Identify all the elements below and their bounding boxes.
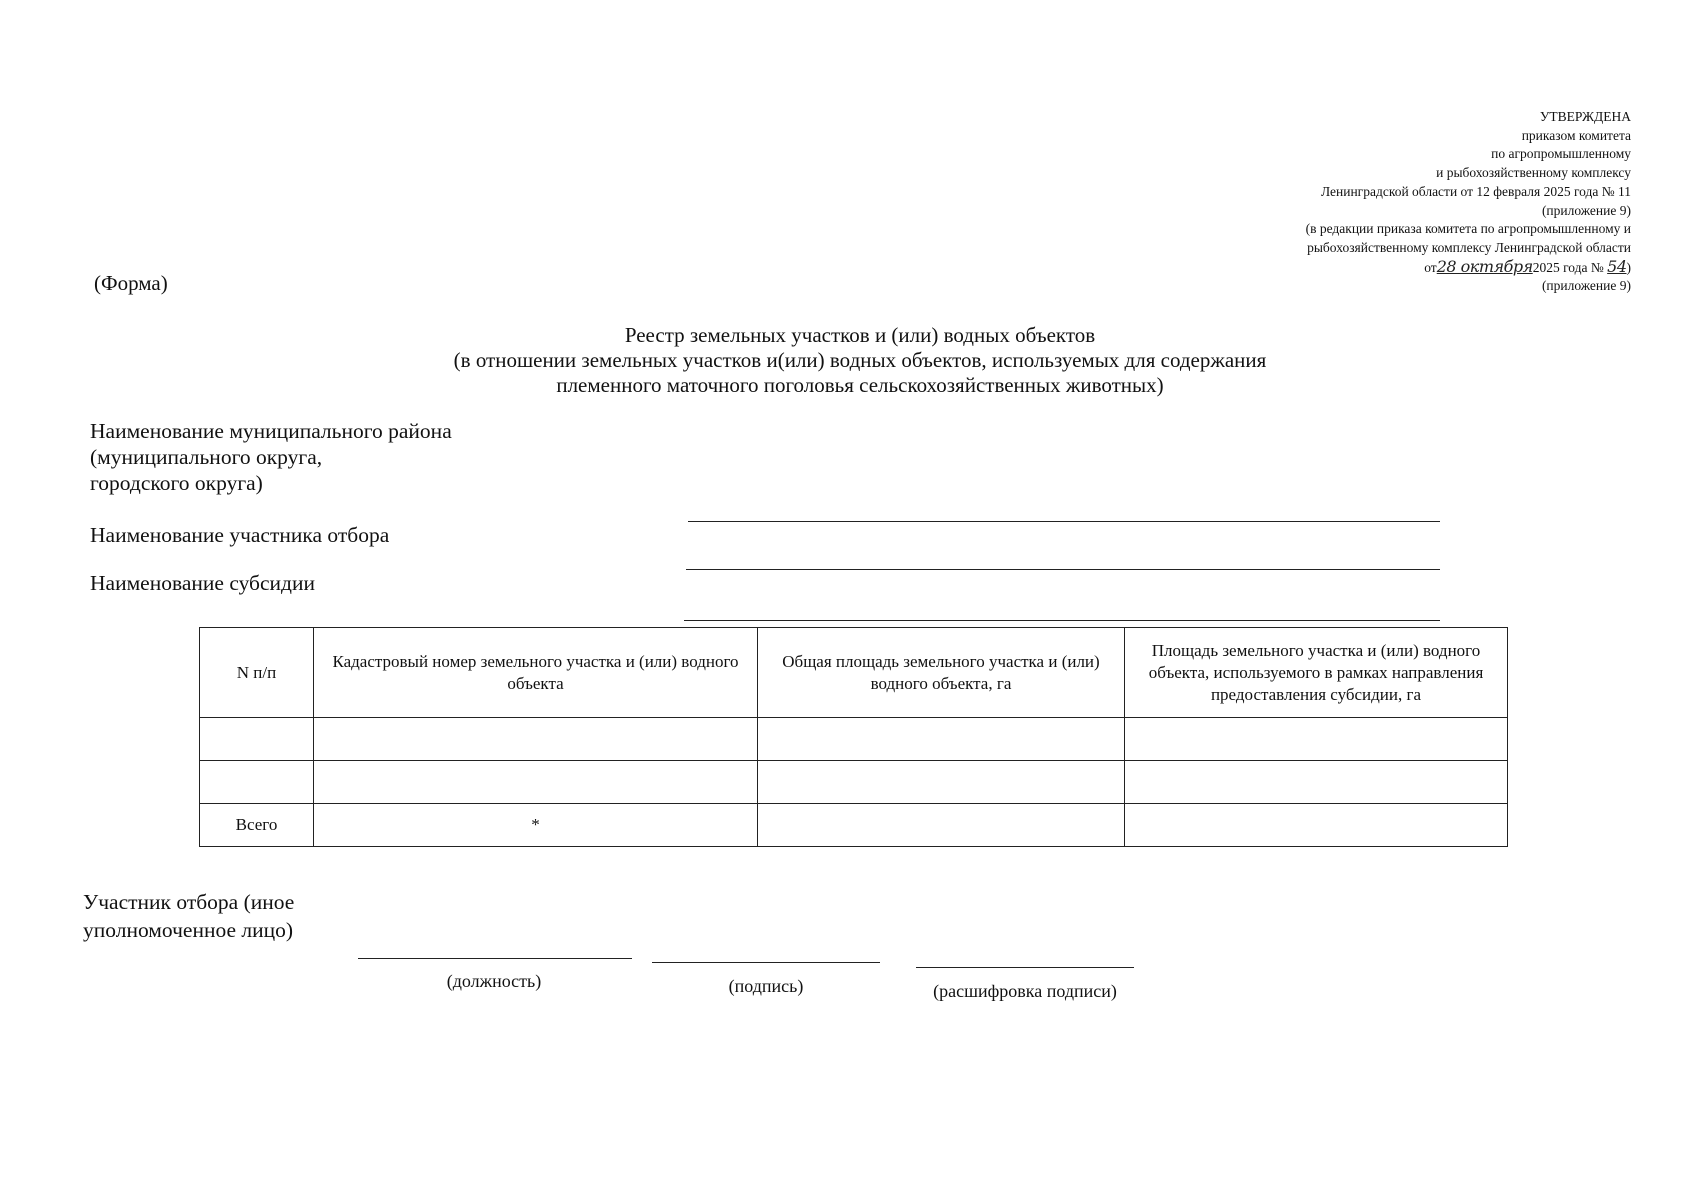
table-cell[interactable] bbox=[314, 718, 758, 761]
header-used-area: Площадь земельного участка и (или) водного объекта, используемого в рамках направления предоставления субсидии, га bbox=[1125, 628, 1508, 718]
table-cell[interactable] bbox=[758, 718, 1125, 761]
header-cadastral-number: Кадастровый номер земельного участка и (или) водного объекта bbox=[314, 628, 758, 718]
signature-line[interactable] bbox=[652, 962, 880, 963]
approval-date-line bbox=[1071, 258, 1631, 278]
approval-line: (приложение 9) bbox=[1541, 202, 1631, 218]
table-cell[interactable] bbox=[758, 761, 1125, 804]
signature-decoding-line[interactable] bbox=[916, 967, 1134, 968]
approval-line: УТВЕРЖДЕНА bbox=[1539, 109, 1631, 124]
approval-line: по агропромышленному bbox=[1491, 146, 1631, 162]
table-cell[interactable] bbox=[314, 761, 758, 804]
participant-label: Наименование участника отбора bbox=[90, 523, 390, 547]
table-total-row bbox=[200, 804, 1508, 847]
municipality-label-line: (муниципального округа, bbox=[90, 445, 323, 469]
position-line[interactable] bbox=[358, 958, 632, 959]
approval-line: и рыбохозяйственному комплексу bbox=[1436, 165, 1631, 181]
form-label: (Форма) bbox=[94, 271, 168, 295]
date-prefix: от bbox=[1424, 259, 1437, 275]
table-cell[interactable] bbox=[200, 718, 314, 761]
table-row bbox=[200, 761, 1508, 804]
signature-decoding-caption: (расшифровка подписи) bbox=[933, 981, 1117, 1001]
municipality-label-line: городского округа) bbox=[90, 471, 263, 495]
approval-block bbox=[1071, 108, 1631, 296]
subsidy-field-line[interactable] bbox=[684, 620, 1440, 621]
header-total-area: Общая площадь земельного участка и (или) водного объекта, га bbox=[758, 628, 1125, 718]
signature-caption: (подпись) bbox=[728, 976, 804, 996]
approval-line: рыбохозяйственному комплексу Ленинградской области bbox=[1307, 239, 1631, 255]
table-cell[interactable] bbox=[1125, 761, 1508, 804]
total-cadastral-cell: * bbox=[314, 804, 758, 847]
registry-table bbox=[199, 627, 1508, 847]
approval-line: приказом комитета bbox=[1521, 127, 1631, 143]
table-cell[interactable] bbox=[200, 761, 314, 804]
approval-line: (приложение 9) bbox=[1541, 278, 1631, 294]
approval-line: (в редакции приказа комитета по агропромышленному и bbox=[1305, 221, 1631, 237]
municipality-field-line[interactable] bbox=[688, 521, 1440, 522]
handwritten-date: 28 октября bbox=[1436, 256, 1533, 276]
total-used-area-cell[interactable] bbox=[1125, 804, 1508, 847]
municipality-label-line: Наименование муниципального района bbox=[90, 419, 452, 443]
table-header-row bbox=[200, 628, 1508, 718]
date-year: 2025 года № bbox=[1532, 259, 1604, 275]
table-row bbox=[200, 718, 1508, 761]
signer-label-line: Участник отбора (иное bbox=[83, 890, 295, 914]
signer-label-line: уполномоченное лицо) bbox=[83, 918, 294, 942]
position-caption: (должность) bbox=[446, 971, 542, 991]
header-number: N п/п bbox=[200, 628, 314, 718]
document-title bbox=[360, 323, 1360, 398]
participant-field-line[interactable] bbox=[686, 569, 1440, 570]
table-cell[interactable] bbox=[1125, 718, 1508, 761]
approval-line: Ленинградской области от 12 февраля 2025 года № 11 bbox=[1320, 183, 1631, 199]
total-label: Всего bbox=[200, 804, 314, 847]
total-area-cell[interactable] bbox=[758, 804, 1125, 847]
subsidy-label: Наименование субсидии bbox=[90, 571, 315, 595]
title-line: племенного маточного поголовья сельскохозяйственных животных) bbox=[556, 373, 1164, 397]
title-line: (в отношении земельных участков и(или) водных объектов, используемых для содержания bbox=[453, 348, 1267, 372]
municipality-label bbox=[90, 418, 452, 496]
title-line: Реестр земельных участков и (или) водных объектов bbox=[624, 323, 1096, 347]
date-suffix: ) bbox=[1626, 259, 1631, 275]
signer-label bbox=[83, 888, 294, 944]
handwritten-number: 54 bbox=[1607, 256, 1627, 276]
